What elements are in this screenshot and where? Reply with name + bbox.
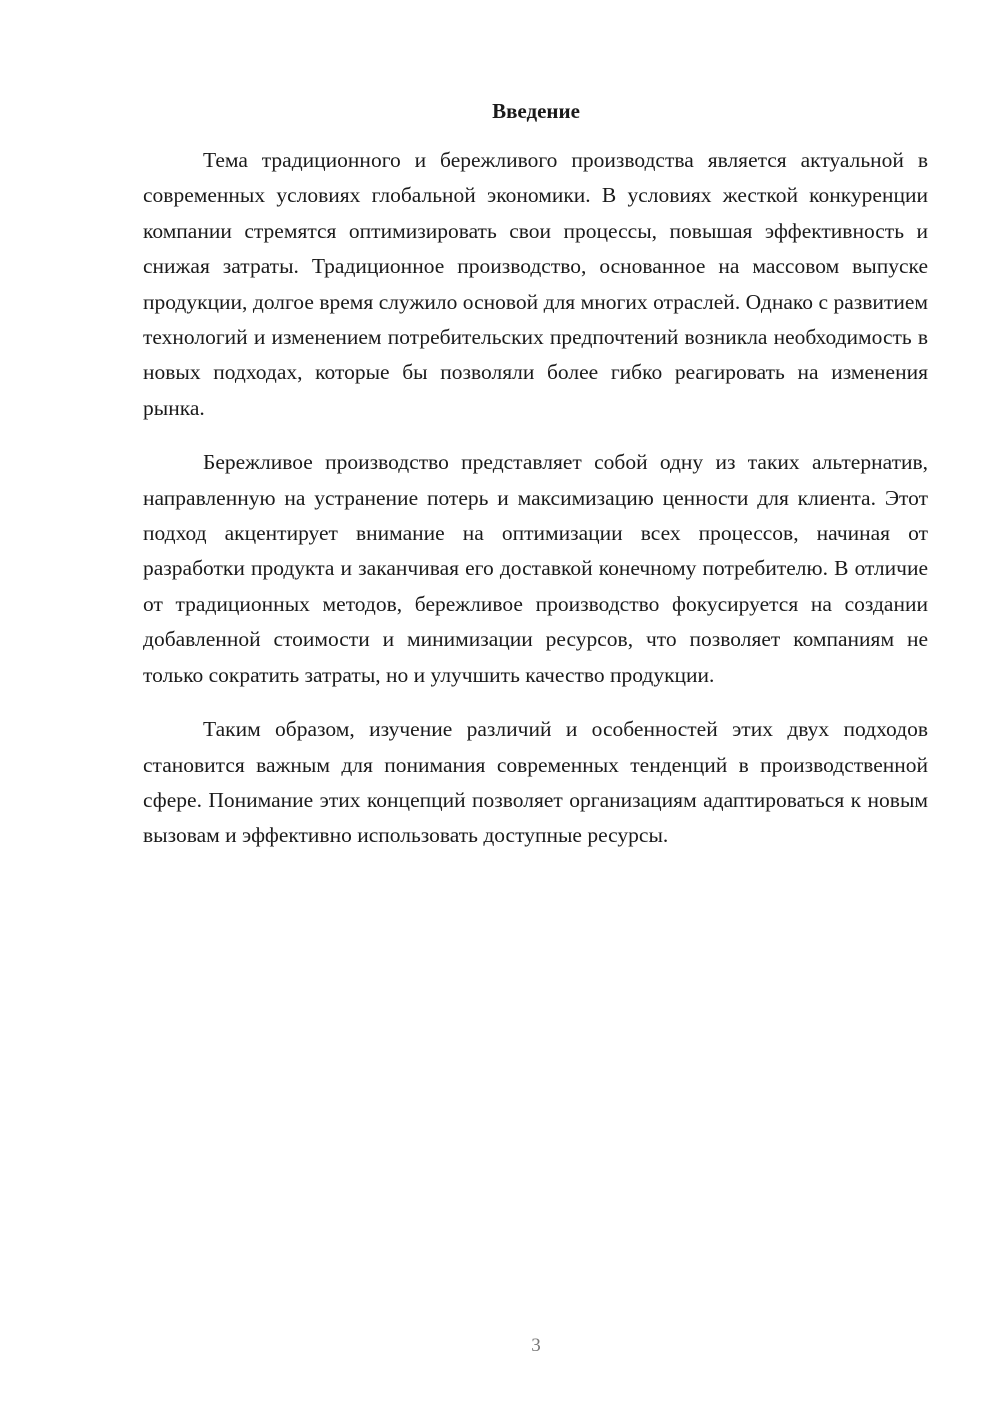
document-body [143,143,928,873]
page-number: 3 [531,1335,541,1356]
paragraph-2: Бережливое производство представляет собой одну из таких альтернатив, направленную на устранение потерь и максимизацию ценности для клиента. Этот подход акцентирует внимание на оптимизации всех процессов, начиная от разработки продукта и заканчивая его доставкой конечному потребителю. В отличие от традиционных методов, бережливое производство фокусируется на создании добавленной стоимости и минимизации ресурсов, что позволяет компаниям не только сократить затраты, но и улучшить качество продукции. [143,450,928,687]
paragraph-1: Тема традиционного и бережливого производства является актуальной в современных условиях глобальной экономики. В условиях жесткой конкуренции компании стремятся оптимизировать свои процессы, повышая эффективность и снижая затраты. Традиционное производство, основанное на массовом выпуске продукции, долгое время служило основой для многих отраслей. Однако с развитием технологий и изменением потребительских предпочтений возникла необходимость в новых подходах, которые бы позволяли более гибко реагировать на изменения рынка. [143,148,928,420]
paragraph-3: Таким образом, изучение различий и особенностей этих двух подходов становится важным для понимания современных тенденций в производственной сфере. Понимание этих концепций позволяет организациям адаптироваться к новым вызовам и эффективно использовать доступные ресурсы. [143,717,928,848]
page-title: Введение [492,99,580,123]
